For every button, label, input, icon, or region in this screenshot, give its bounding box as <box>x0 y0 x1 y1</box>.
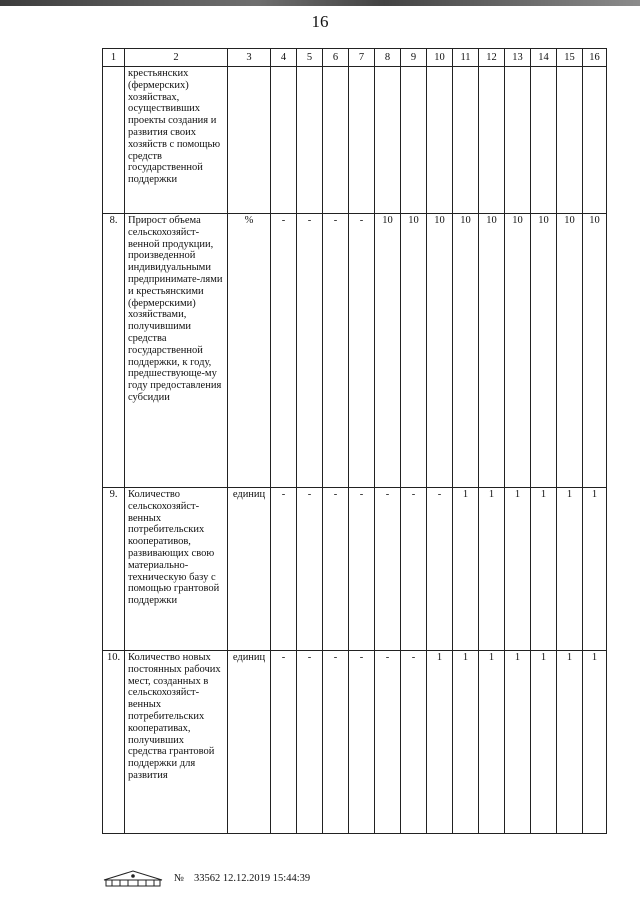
value-cell: - <box>271 214 297 488</box>
value-cell: 10 <box>427 214 453 488</box>
value-cell: 1 <box>479 488 505 651</box>
value-cell: - <box>297 488 323 651</box>
table-row <box>103 651 607 834</box>
value-cell <box>401 67 427 214</box>
table-row <box>103 214 607 488</box>
value-cell: 1 <box>557 488 583 651</box>
value-cell <box>349 67 375 214</box>
value-cell <box>375 67 401 214</box>
unit-cell <box>228 67 271 214</box>
value-cell <box>427 67 453 214</box>
value-cell: 1 <box>505 488 531 651</box>
value-cell: - <box>323 488 349 651</box>
registry-stamp-icon <box>102 868 164 888</box>
value-cell <box>583 67 607 214</box>
indicator-description: Количество сельскохозяйст-венных потребительских кооперативов, развивающих свою материально-техническую базу с помощью грантовой поддержки <box>125 488 228 651</box>
value-cell: 10 <box>453 214 479 488</box>
value-cell: 10 <box>583 214 607 488</box>
unit-cell: % <box>228 214 271 488</box>
value-cell: - <box>271 488 297 651</box>
row-number: 9. <box>103 488 125 651</box>
column-header: 14 <box>531 49 557 67</box>
column-header: 4 <box>271 49 297 67</box>
value-cell: - <box>401 651 427 834</box>
value-cell: - <box>349 488 375 651</box>
value-cell: - <box>349 214 375 488</box>
value-cell: 10 <box>557 214 583 488</box>
row-number <box>103 67 125 214</box>
value-cell: - <box>375 651 401 834</box>
value-cell: - <box>297 651 323 834</box>
column-header: 9 <box>401 49 427 67</box>
value-cell <box>271 67 297 214</box>
value-cell: 10 <box>401 214 427 488</box>
value-cell: 1 <box>427 651 453 834</box>
column-header: 6 <box>323 49 349 67</box>
value-cell <box>479 67 505 214</box>
column-header: 3 <box>228 49 271 67</box>
value-cell: 10 <box>505 214 531 488</box>
page-number: 16 <box>311 12 329 31</box>
value-cell: 10 <box>375 214 401 488</box>
value-cell: 1 <box>531 651 557 834</box>
value-cell: - <box>271 651 297 834</box>
value-cell <box>531 67 557 214</box>
indicators-table <box>102 48 607 834</box>
column-header: 16 <box>583 49 607 67</box>
value-cell: 1 <box>557 651 583 834</box>
value-cell: - <box>323 214 349 488</box>
header-row <box>103 49 607 67</box>
column-header: 2 <box>125 49 228 67</box>
top-edge-line <box>0 0 640 6</box>
registration-symbol: № <box>174 872 185 884</box>
column-header: 1 <box>103 49 125 67</box>
indicator-description: крестьянских (фермерских) хозяйствах, осуществивших проекты создания и развития своих хозяйств с помощью средств государственной поддержки <box>125 67 228 214</box>
value-cell: 1 <box>505 651 531 834</box>
row-number: 10. <box>103 651 125 834</box>
value-cell: 1 <box>453 488 479 651</box>
registration-stamp-text: 33562 12.12.2019 15:44:39 <box>194 872 311 884</box>
indicator-description: Прирост объема сельскохозяйст-венной продукции, произведенной индивидуальными предпринимате-лями и крестьянскими (фермерскими) хозяйствами, получившими средства государственной поддержки, к году, предшествующе-му году предоставления субсидии <box>125 214 228 488</box>
value-cell: 1 <box>479 651 505 834</box>
value-cell: 1 <box>583 488 607 651</box>
value-cell <box>297 67 323 214</box>
column-header: 12 <box>479 49 505 67</box>
column-header: 13 <box>505 49 531 67</box>
column-header: 8 <box>375 49 401 67</box>
value-cell: 1 <box>531 488 557 651</box>
value-cell: 1 <box>453 651 479 834</box>
value-cell: - <box>375 488 401 651</box>
value-cell: - <box>427 488 453 651</box>
table-row <box>103 488 607 651</box>
unit-cell: единиц <box>228 651 271 834</box>
indicator-description: Количество новых постоянных рабочих мест, созданных в сельскохозяйст-венных потребительских кооперативах, получивших средства грантовой поддержки для развития <box>125 651 228 834</box>
value-cell <box>505 67 531 214</box>
value-cell <box>453 67 479 214</box>
value-cell: - <box>297 214 323 488</box>
column-header: 7 <box>349 49 375 67</box>
value-cell <box>557 67 583 214</box>
value-cell: - <box>323 651 349 834</box>
table-row <box>103 67 607 214</box>
value-cell <box>323 67 349 214</box>
value-cell: - <box>349 651 375 834</box>
document-footer <box>102 868 310 888</box>
column-header: 15 <box>557 49 583 67</box>
column-header: 11 <box>453 49 479 67</box>
row-number: 8. <box>103 214 125 488</box>
value-cell: 10 <box>531 214 557 488</box>
unit-cell: единиц <box>228 488 271 651</box>
value-cell: 1 <box>583 651 607 834</box>
value-cell: 10 <box>479 214 505 488</box>
column-header: 10 <box>427 49 453 67</box>
column-header: 5 <box>297 49 323 67</box>
value-cell: - <box>401 488 427 651</box>
